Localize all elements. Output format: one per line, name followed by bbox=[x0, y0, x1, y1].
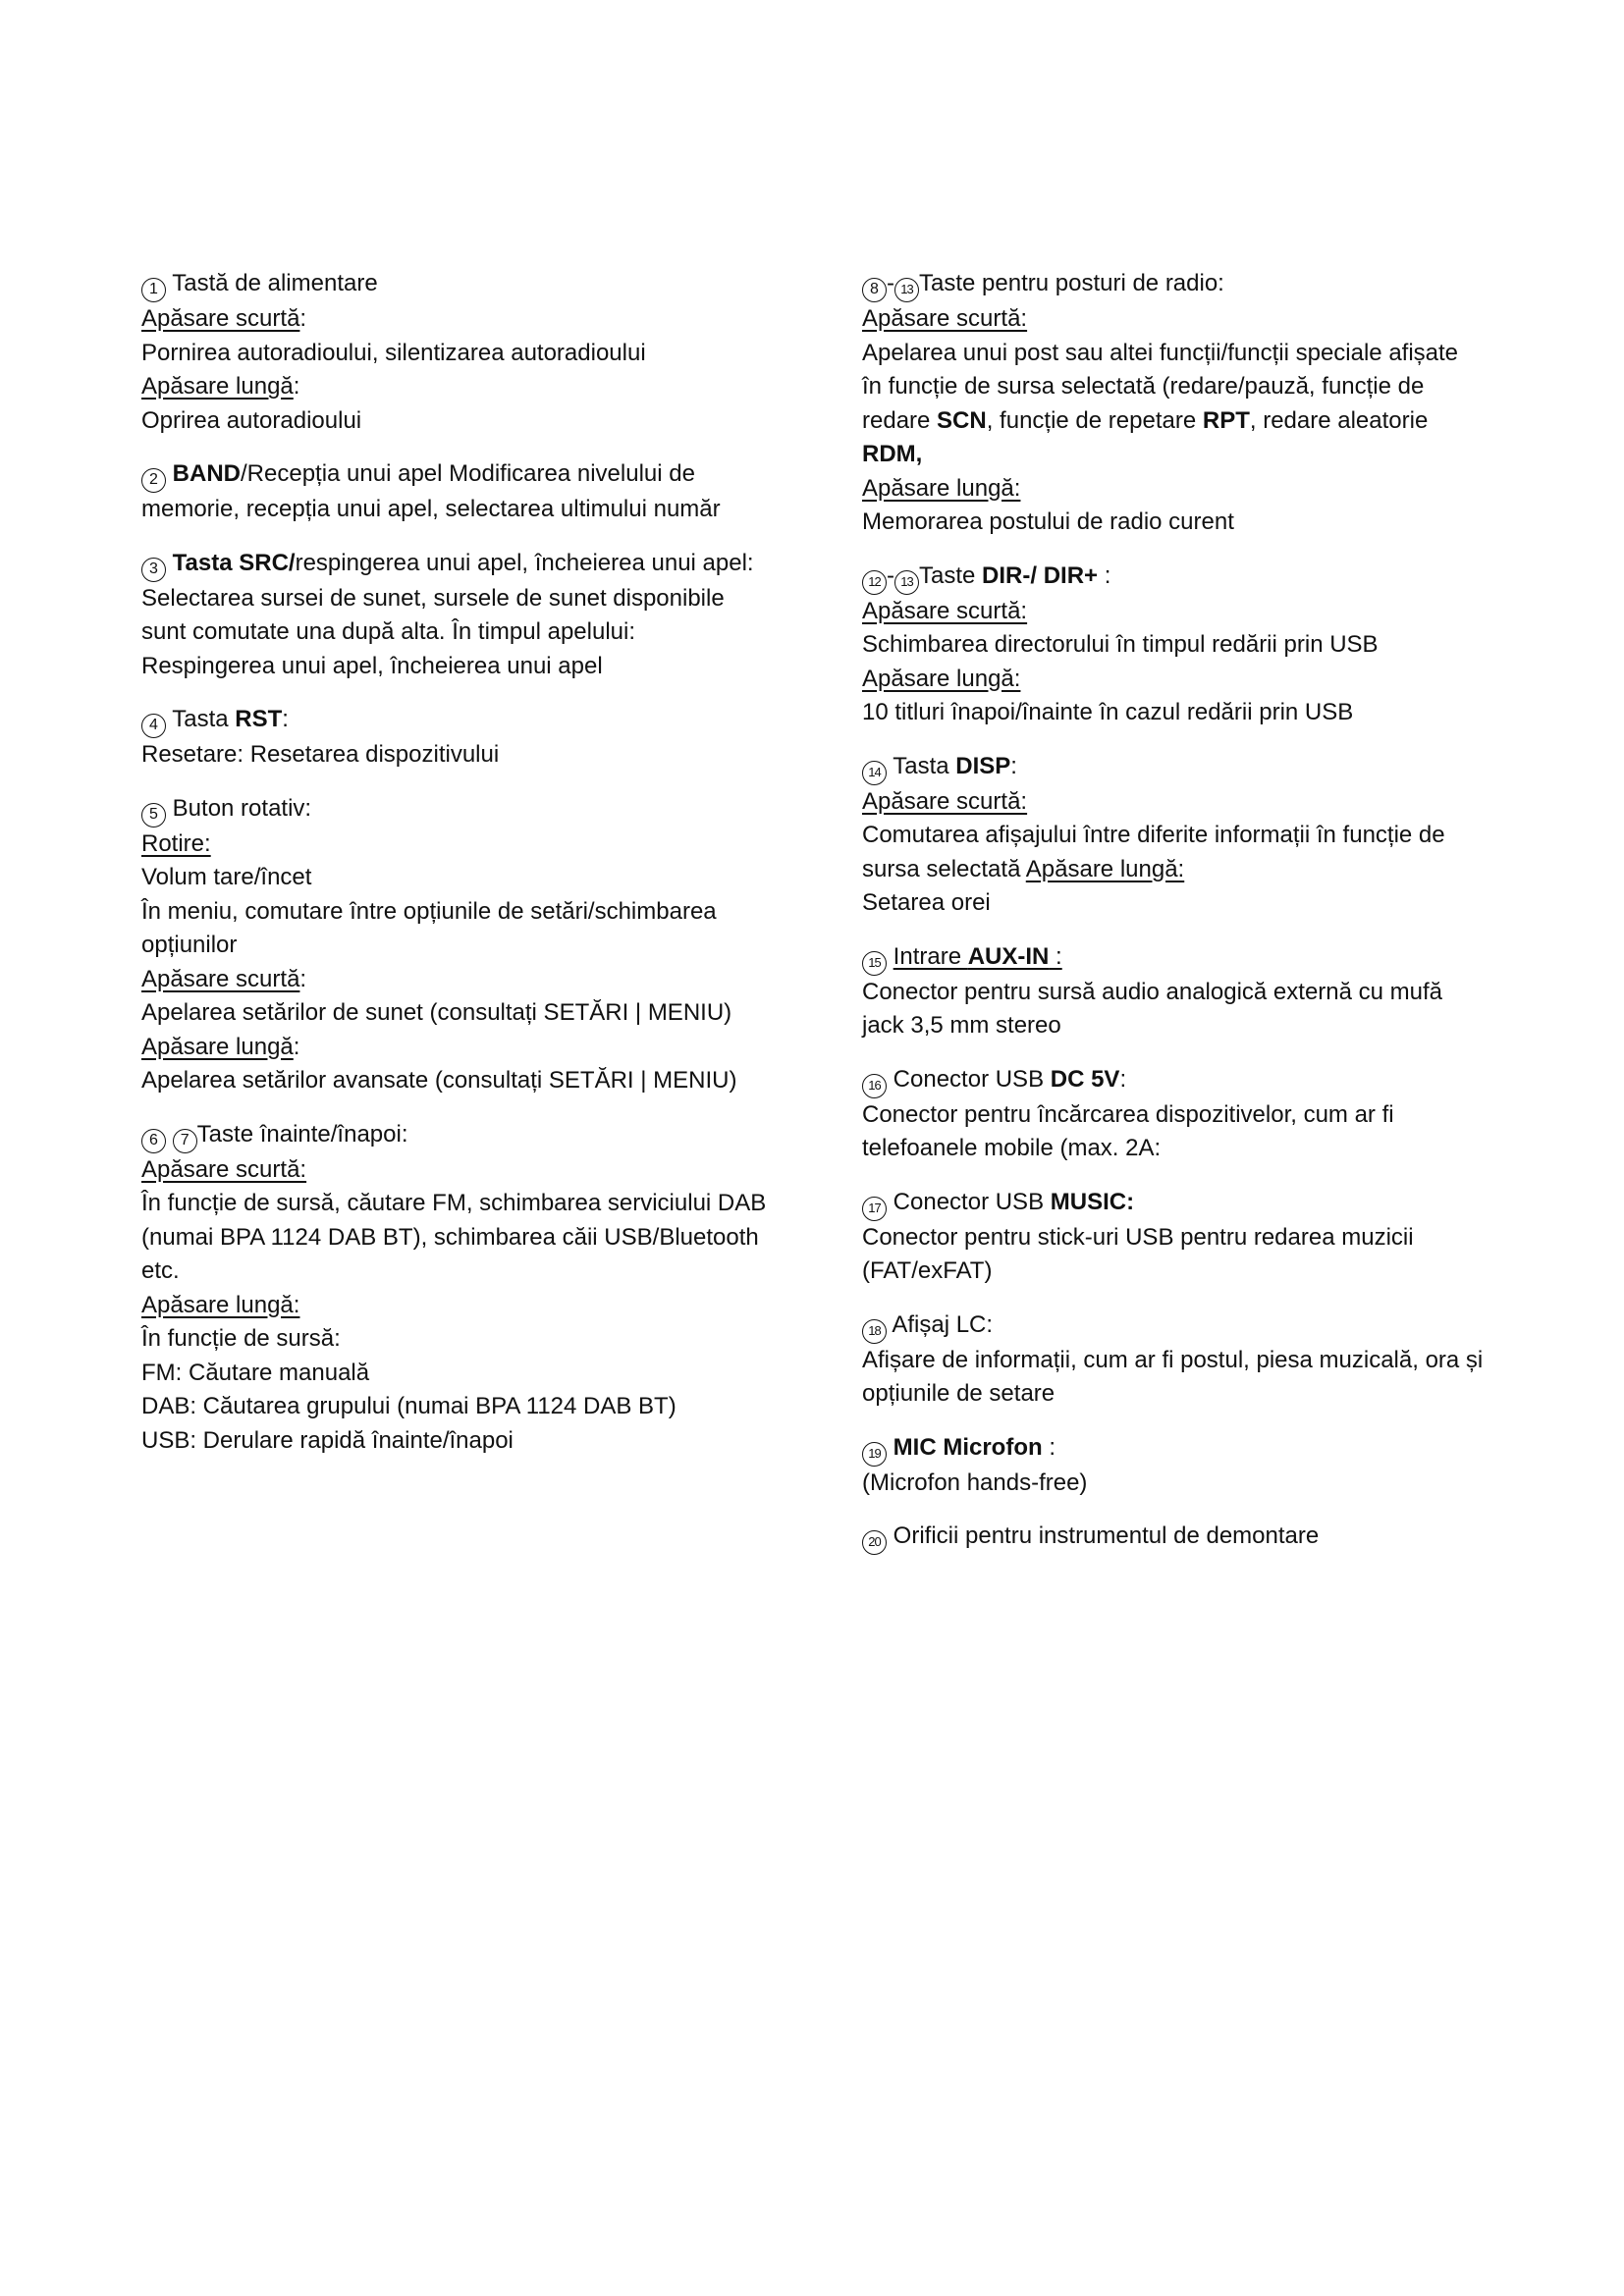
number-badge: 4 bbox=[141, 714, 166, 738]
right-column bbox=[862, 267, 1510, 1575]
aux-in-link: Intrare AUX-IN : bbox=[893, 942, 1062, 970]
number-badge: 20 bbox=[862, 1530, 887, 1555]
section-dir-keys: 12 - 13 Taste DIR-/ DIR+ : Apăsare scurtă: Schimbarea directorului în timpul redării prin USB Apăsare lungă: 10 titluri înapoi/înainte în cazul redării prin USB bbox=[862, 561, 1379, 725]
number-badge: 6 bbox=[141, 1129, 166, 1153]
number-badge: 18 bbox=[862, 1319, 887, 1344]
section-lc-display: 18 Afișaj LC: Afișare de informații, cum ar fi postul, piesa muzicală, ora și opțiunile de setare bbox=[862, 1310, 1484, 1407]
number-badge: 15 bbox=[862, 951, 887, 976]
section-aux-in: 15 Intrare AUX-IN : Conector pentru sursă audio analogică externă cu mufă jack 3,5 mm stereo bbox=[862, 942, 1443, 1039]
number-badge: 2 bbox=[141, 468, 166, 493]
number-badge: 5 bbox=[141, 803, 166, 828]
section-station-keys: 8 - 13 Taste pentru posturi de radio: Apăsare scurtă: Apelarea unui post sau altei funcții/funcții speciale afișate în funcție de sursa selectată (redare/pauză, funcție de redare SCN, funcție de repetare RPT, redare aleatorie RDM, Apăsare lungă: Memorarea postului de radio curent bbox=[862, 270, 1459, 535]
key-name: DISP bbox=[955, 752, 1011, 779]
key-name: MUSIC: bbox=[1050, 1188, 1135, 1215]
section-rotary-knob: 5 Buton rotativ: Rotire: Volum tare/încet În meniu, comutare între opțiunile de setări/schimbarea opțiunilor Apăsare scurtă: Apelarea setărilor de sunet (consultați SETĂRI | MENIU) Apăsare lungă: Apelarea setărilor avansate (consultați SETĂRI | MENIU) bbox=[141, 794, 737, 1094]
short-press-label: Apăsare scurtă: bbox=[862, 305, 1028, 332]
number-badge: 3 bbox=[141, 558, 166, 582]
section-removal-holes: 20 Orificii pentru instrumentul de demontare bbox=[862, 1520, 1510, 1555]
left-column bbox=[141, 267, 789, 1477]
long-press-label: Apăsare lungă: bbox=[141, 1291, 300, 1318]
section-rst: 4 Tasta RST: Resetare: Resetarea dispozitivului bbox=[141, 706, 500, 768]
rotate-label: Rotire: bbox=[141, 829, 211, 857]
number-badge: 13 bbox=[894, 278, 919, 302]
long-press-label: Apăsare lungă: bbox=[862, 665, 1021, 692]
number-badge: 16 bbox=[862, 1074, 887, 1098]
number-badge: 19 bbox=[862, 1442, 887, 1467]
section-band: 2 BAND/Recepția unui apel Modificarea nivelului de memorie, recepția unui apel, selectarea ultimului număr bbox=[141, 460, 721, 522]
number-badge: 12 bbox=[862, 570, 887, 595]
short-press-label: Apăsare scurtă bbox=[141, 305, 300, 332]
key-name: BAND bbox=[172, 460, 241, 487]
short-press-label: Apăsare scurtă: bbox=[862, 597, 1028, 624]
key-name: RST bbox=[235, 706, 283, 732]
number-badge: 17 bbox=[862, 1197, 887, 1221]
key-name: MIC Microfon bbox=[893, 1433, 1043, 1461]
number-badge: 7 bbox=[173, 1129, 197, 1153]
key-name: DIR-/ DIR+ bbox=[982, 561, 1099, 589]
short-press-label: Apăsare scurtă bbox=[141, 965, 300, 992]
long-press-label: Apăsare lungă: bbox=[1025, 855, 1185, 882]
short-press-label: Apăsare scurtă: bbox=[141, 1155, 307, 1183]
section-mic: 19 MIC Microfon : (Microfon hands-free) bbox=[862, 1433, 1088, 1496]
number-badge: 8 bbox=[862, 278, 887, 302]
number-badge: 14 bbox=[862, 761, 887, 785]
long-press-label: Apăsare lungă bbox=[141, 373, 294, 400]
section-heading bbox=[141, 267, 789, 302]
long-press-text: Oprirea autoradioului bbox=[141, 406, 362, 434]
long-press-label: Apăsare lungă: bbox=[862, 474, 1021, 502]
short-press-label: Apăsare scurtă: bbox=[862, 787, 1028, 815]
section-forward-back: 6 7 Taste înainte/înapoi: Apăsare scurtă: În funcție de sursă, căutare FM, schimbarea serviciului DAB (numai BPA 1124 DAB BT), schimbarea căii USB/Bluetooth etc. Apăsare lungă: În funcție de sursă: FM: Căutare manuală DAB: Căutarea grupului (numai BPA 1124 DAB BT) USB: Derulare rapidă înainte/înapoi bbox=[141, 1120, 767, 1454]
key-name: DC 5V bbox=[1050, 1065, 1120, 1093]
section-src: 3 Tasta SRC/respingerea unui apel, încheierea unui apel: Selectarea sursei de sunet, sursele de sunet disponibile sunt comutate una după alta. În timpul apelului: Respingerea unui apel, încheierea unui apel bbox=[141, 549, 754, 679]
number-badge: 13 bbox=[894, 570, 919, 595]
section-usb-music: 17 Conector USB MUSIC: Conector pentru stick-uri USB pentru redarea muzicii (FAT/exFAT) bbox=[862, 1188, 1414, 1284]
number-badge: 1 bbox=[141, 278, 166, 302]
key-name: Tasta SRC/ bbox=[172, 549, 296, 576]
short-press-text: Pornirea autoradioului, silentizarea autoradioului bbox=[141, 339, 646, 366]
section-usb-dc: 16 Conector USB DC 5V: Conector pentru încărcarea dispozitivelor, cum ar fi telefoanele mobile (max. 2A: bbox=[862, 1065, 1394, 1161]
heading-text: Tastă de alimentare bbox=[172, 270, 378, 296]
section-disp: 14 Tasta DISP: Apăsare scurtă: Comutarea afișajului între diferite informații în funcție de sursa selectată Apăsare lungă: Setarea orei bbox=[862, 752, 1445, 916]
long-press-label: Apăsare lungă bbox=[141, 1033, 294, 1060]
section-power-key: 1 Tastă de alimentare Apăsare scurtă: Pornirea autoradioului, silentizarea autoradioului Apăsare lungă: Oprirea autoradioului bbox=[141, 267, 789, 438]
